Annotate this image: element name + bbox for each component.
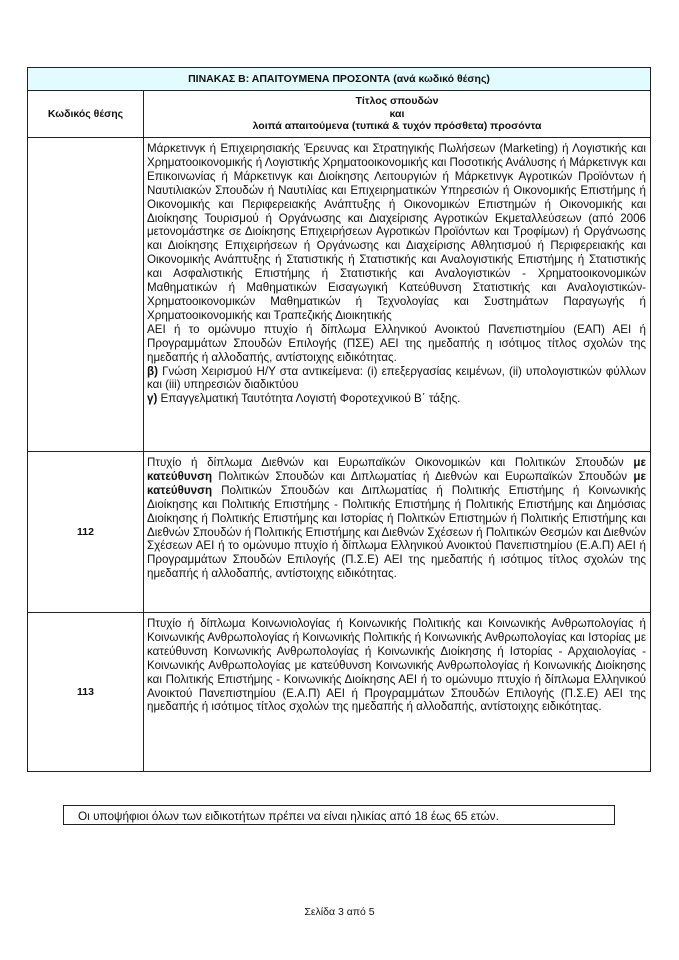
header-title-line2: και: [389, 107, 405, 120]
header-code: Κωδικός θέσης: [28, 91, 144, 138]
requirements-table: [27, 67, 651, 772]
row-item-c: [147, 392, 646, 406]
row-item-b: [147, 365, 646, 393]
item-b-text: Γνώση Χειρισμού Η/Υ στα αντικείμενα: (i) επεξεργασίας κειμένων, (ii) υπολογιστικών φύλλων και (iii) υπηρεσιών διαδικτύου: [147, 364, 646, 392]
row-description: [144, 138, 651, 452]
text-segment: Πολιτικών Σπουδών και Διπλωματίας ή Πολιτικής Επιστήμης ή Κοινωνικής Διοίκησης και Πολιτικής Επιστήμης - Πολιτικής Επιστήμης ή Πολιτικής Επιστήμης και Δημόσιας Διοίκησης ή Πολιτικής Επιστήμης και Ιστορίας ή Πολιτκών Επιστημών ή Πολιτικής Επιστήμης και Διεθνών Σπουδών ή Πολιτικής Επιστήμης και Διεθνών Σχέσεων ή Πολιτικών Θεσμών και Διεθνών Σχέσεων ΑΕΙ ή το ομώνυμο πτυχίο ή δίπλωμα Ελληνικού Ανοικτού Πανεπιστημίου (Ε.Α.Π) ΑΕΙ ή Προγραμμάτων Σπουδών Επιλογής (Π.Σ.Ε) ΑΕΙ της ημεδαπής ή ισότιμος τίτλος σχολών της ημεδαπής ή αλλοδαπής, αντίστοιχης ειδικότητας.: [147, 483, 646, 581]
row-code: 113: [28, 613, 144, 772]
header-title: [144, 91, 651, 138]
header-title-line1: Τίτλος σπουδών: [355, 95, 439, 108]
text-segment-bold: με κατεύθυνση: [147, 469, 646, 497]
table-title-main: ΠΙΝΑΚΑΣ Β: ΑΠΑΙΤΟΥΜΕΝΑ ΠΡΟΣΟΝΤΑ: [188, 73, 391, 85]
row-paragraph: Μάρκετινγκ ή Επιχειρησιακής Έρευνας και Στρατηγικής Πωλήσεων (Marketing) ή Λογιστικής και Χρηματοοικονομικής ή Λογιστικής Χρηματοοικονομικής και Ποσοτικής Ανάλυσης ή Μάρκετινγκ και Επικοινωνίας ή Μάρκετινγκ και Διοίκησης Λειτουργιών ή Μάρκετινγκ Αγροτικών Προϊόντων ή Ναυτιλιακών Σπουδών ή Ναυτιλίας και Επιχειρηματικών Υπηρεσιών ή Οικονομικής Επιστήμης ή Οικονομικής και Περιφερειακής Ανάπτυξης ή Οικονομικών Επιστημών ή Οικονομικής και Διοίκησης Τουρισμού ή Οργάνωσης και Διαχείρισης Αγροτικών Εκμεταλλεύσεων (από 2006 μετονομάστηκε σε Διοίκησης Επιχειρήσεων Αγροτικών Προϊόντων και Τροφίμων) ή Οργάνωσης και Διοίκησης Επιχειρήσεων ή Οργάνωσης και Διαχείρισης Αθλητισμού ή Περιφερειακής και Οικονομικής Ανάπτυξης ή Στατιστικής ή Στατιστικής και Αναλογιστικής Επιστήμης ή Στατιστικής και Ασφαλιστικής Επιστήμης ή Στατιστικής και Αναλογιστικών - Χρηματοοικονομικών Μαθηματικών ή Μαθηματικών Εισαγωγική Κατεύθυνση Στατιστικής και Αναλογιστικών-Χρηματοοικονομικών Μαθηματικών ή Τεχνολογίας και Συστημάτων Παραγωγής ή Χρηματοοικονομικής και Τραπεζικής Διοικητικής: [147, 142, 646, 322]
text-segment-bold: με κατεύθυνση: [147, 456, 646, 483]
header-title-line3: λοιπά απαιτούμενα (τυπικά & τυχόν πρόσθετα) προσόντα: [252, 120, 542, 133]
table-row: [28, 452, 651, 613]
table-header-row: [28, 91, 651, 138]
item-b-label: β): [147, 364, 158, 378]
item-c-text: Επαγγελματική Ταυτότητα Λογιστή Φοροτεχνικού Β΄ τάξης.: [157, 392, 461, 406]
age-requirement-note: Οι υποψήφιοι όλων των ειδικοτήτων πρέπει να είναι ηλικίας από 18 έως 65 ετών.: [63, 805, 615, 825]
text-segment: Πτυχίο ή δίπλωμα Διεθνών και Ευρωπαϊκών Οικονομικών και Πολιτικών Σπουδών: [147, 456, 634, 469]
row-description: [144, 452, 651, 613]
row-description: [144, 613, 651, 772]
row-code: [28, 138, 144, 452]
table-title-row: [28, 68, 651, 91]
table-row: [28, 613, 651, 772]
table-row: [28, 138, 651, 452]
table-title-sub: (ανά κωδικό θέσης): [393, 73, 490, 85]
item-c-label: γ): [147, 392, 158, 406]
table-title: [28, 68, 651, 91]
row-paragraph: [147, 456, 646, 581]
row-paragraph: Πτυχίο ή δίπλωμα Κοινωνιολογίας ή Κοινωνικής Πολιτικής και Κοινωνικής Ανθρωπολογίας ή Κοινωνικής Ανθρωπολογίας ή Κοινωνικής Πολιτικής ή Κοινωνικής Ανθρωπολογίας και Ιστορίας με κατεύθυνση Κοινωνικής Ανθρωπολογίας ή Κοινωνικής Διοίκησης ή Ιστορίας - Αρχαιολογίας - Κοινωνικής Ανθρωπολογίας με κατεύθυνση Κοινωνικής Ανθρωπολογίας ή Κοινωνικής Διοίκησης και Πολιτικής Επιστήμης - Κοινωνικής Διοίκησης ΑΕΙ ή το ομώνυμο πτυχίο ή δίπλωμα Ελληνικού Ανοικτού Πανεπιστημίου (Ε.Α.Π) ΑΕΙ ή Προγραμμάτων Σπουδών Επιλογής (Π.Σ.Ε) ΑΕΙ της ημεδαπής ή ισότιμος τίτλος σχολών της ημεδαπής ή αλλοδαπής, αντίστοιχης ειδικότητας.: [147, 617, 646, 714]
row-code: 112: [28, 452, 144, 613]
page-number: Σελίδα 3 από 5: [304, 906, 375, 918]
row-paragraph: ΑΕΙ ή το ομώνυμο πτυχίο ή δίπλωμα Ελληνικού Ανοικτού Πανεπιστημίου (ΕΑΠ) ΑΕΙ ή Προγραμμάτων Σπουδών Επιλογής (ΠΣΕ) ΑΕΙ της ημεδαπής η ισότιμος τίτλος σχολών της ημεδαπής ή αλλοδαπής, αντίστοιχης ειδικότητας.: [147, 322, 646, 364]
text-segment: Πολιτικών Σπουδών και Διπλωματίας ή Διεθνών και Ευρωπαϊκών Σπουδών: [212, 469, 634, 483]
